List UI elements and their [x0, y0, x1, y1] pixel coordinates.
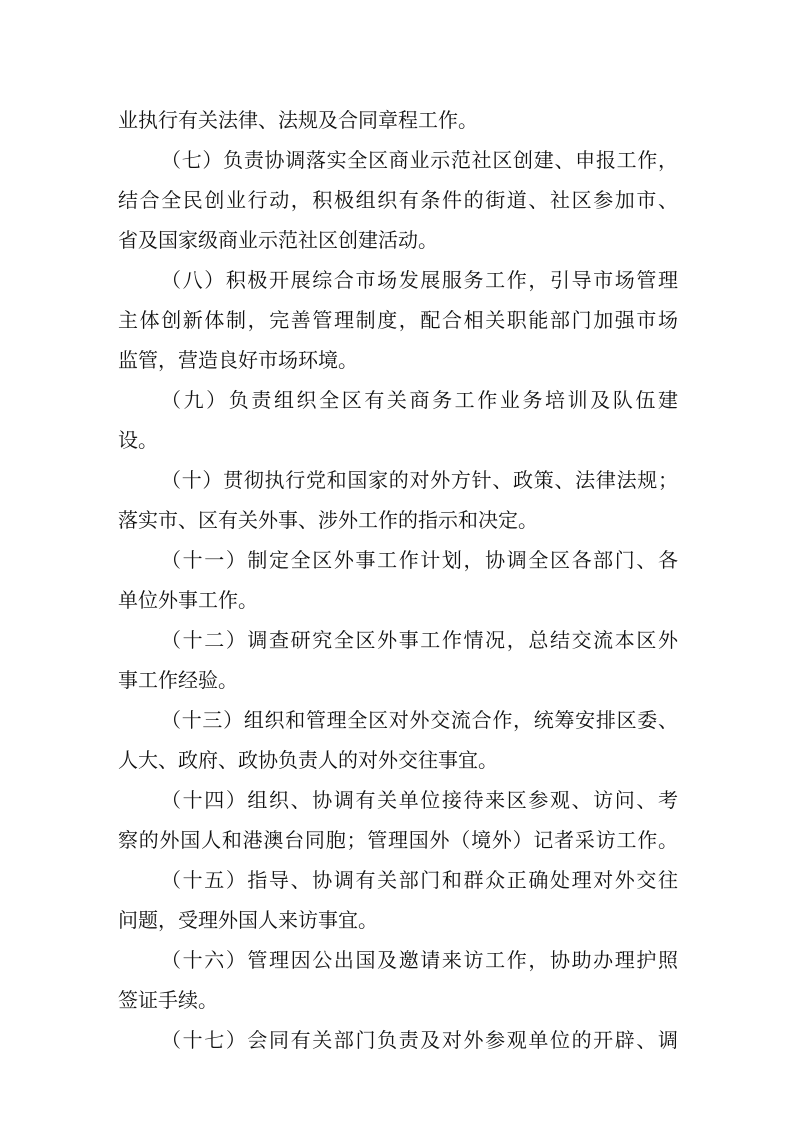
text-line: （十五）指导、协调有关部门和群众正确处理对外交往 [161, 868, 678, 892]
text-line: （十一）制定全区外事工作计划，协调全区各部门、各 [161, 548, 678, 572]
text-line: 察的外国人和港澳台同胞；管理国外（境外）记者采访工作。 [118, 828, 678, 852]
text-line: （八）积极开展综合市场发展服务工作，引导市场管理 [161, 268, 678, 292]
text-line: 人大、政府、政协负责人的对外交往事宜。 [118, 748, 498, 772]
text-line: 结合全民创业行动，积极组织有条件的街道、社区参加市、 [118, 188, 678, 212]
text-line: 签证手续。 [118, 988, 218, 1012]
text-line: （九）负责组织全区有关商务工作业务培训及队伍建 [161, 388, 678, 412]
text-line: （十）贯彻执行党和国家的对外方针、政策、法律法规； [161, 468, 678, 492]
text-line: （十二）调查研究全区外事工作情况，总结交流本区外 [161, 628, 678, 652]
text-line: （十六）管理因公出国及邀请来访工作，协助办理护照 [161, 948, 678, 972]
text-line: 监管，营造良好市场环境。 [118, 348, 358, 372]
text-line: 设。 [118, 428, 158, 452]
text-line: 单位外事工作。 [118, 588, 258, 612]
text-line: （十三）组织和管理全区对外交流合作，统筹安排区委、 [161, 708, 678, 732]
text-line: 落实市、区有关外事、涉外工作的指示和决定。 [118, 508, 538, 532]
text-line: （七）负责协调落实全区商业示范社区创建、申报工作， [161, 148, 678, 172]
text-line: 事工作经验。 [118, 668, 238, 692]
text-line: 业执行有关法律、法规及合同章程工作。 [118, 108, 478, 132]
text-line: 问题，受理外国人来访事宜。 [118, 908, 378, 932]
text-line: （十四）组织、协调有关单位接待来区参观、访问、考 [161, 788, 678, 812]
text-line: 主体创新体制，完善管理制度，配合相关职能部门加强市场 [118, 308, 678, 332]
text-line: （十七）会同有关部门负责及对外参观单位的开辟、调 [161, 1028, 678, 1052]
text-line: 省及国家级商业示范社区创建活动。 [118, 228, 438, 252]
